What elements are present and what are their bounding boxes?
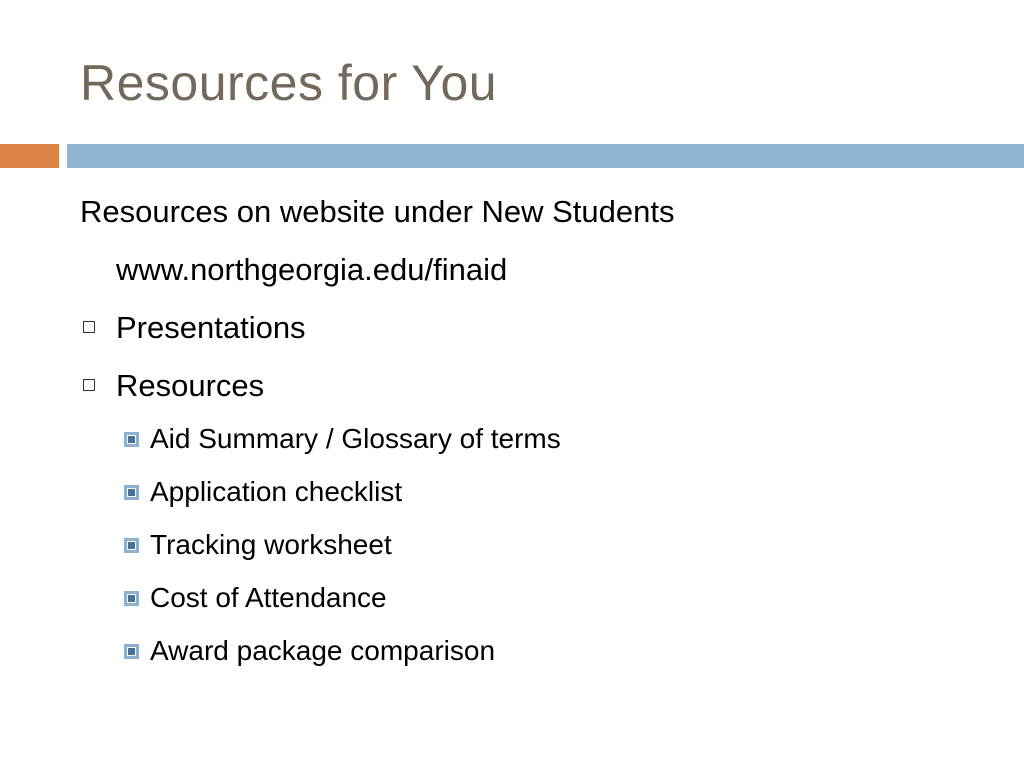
- bullet-item-presentations: [80, 306, 1000, 350]
- sub-bullet-item-application-checklist: [80, 473, 1000, 511]
- bullet-item-label: Presentations: [116, 310, 306, 345]
- sub-bullet-item-award-package-comparison: [80, 632, 1000, 670]
- sub-bullet-item-tracking-worksheet: [80, 526, 1000, 564]
- square-filled-bullet-icon: [124, 591, 139, 606]
- sub-bullet-item-label: Cost of Attendance: [150, 582, 387, 613]
- bullet-item-resources: [80, 364, 1000, 408]
- title-accent-orange-bar: [0, 144, 59, 168]
- sub-bullet-item-label: Tracking worksheet: [150, 529, 392, 560]
- website-url: www.northgeorgia.edu/finaid: [116, 252, 508, 287]
- slide-content: [80, 190, 1000, 670]
- square-outline-bullet-icon: [83, 321, 95, 333]
- square-filled-bullet-icon: [124, 432, 139, 447]
- title-accent-blue-bar: [67, 144, 1024, 168]
- square-filled-bullet-icon: [124, 485, 139, 500]
- square-filled-bullet-icon: [124, 538, 139, 553]
- square-outline-bullet-icon: [83, 379, 95, 391]
- bullet-item-label: Resources: [116, 368, 265, 403]
- intro-text: Resources on website under New Students: [80, 194, 675, 229]
- slide-title: Resources for You: [80, 55, 498, 111]
- sub-bullet-item-aid-summary: [80, 420, 1000, 458]
- sub-bullet-item-label: Application checklist: [150, 476, 403, 507]
- square-filled-bullet-icon: [124, 644, 139, 659]
- sub-bullet-item-label: Aid Summary / Glossary of terms: [150, 423, 561, 454]
- sub-bullet-item-cost-of-attendance: [80, 579, 1000, 617]
- sub-bullet-item-label: Award package comparison: [150, 635, 496, 666]
